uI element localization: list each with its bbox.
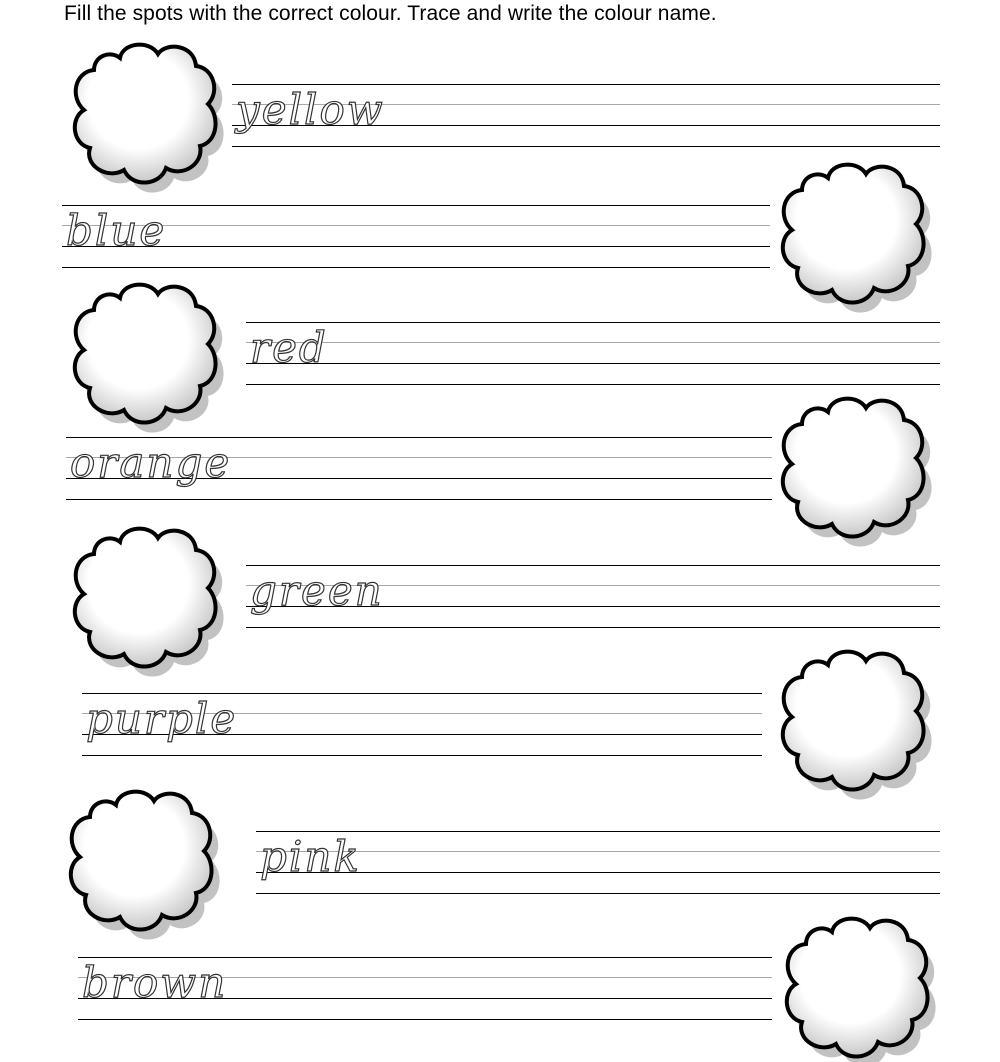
trace-word-green: green	[250, 566, 384, 615]
trace-word-pink: pink	[260, 832, 361, 881]
worksheet-instruction: Fill the spots with the correct colour. Trace and write the colour name.	[64, 2, 717, 25]
paint-spot-brown[interactable]	[780, 912, 940, 1062]
tracing-lines-blue[interactable]	[62, 205, 770, 269]
tracing-lines-pink[interactable]	[256, 831, 940, 895]
paint-spot-red[interactable]	[68, 278, 228, 428]
tracing-lines-red[interactable]	[246, 322, 940, 386]
trace-word-blue: blue	[66, 206, 167, 255]
paint-spot-green[interactable]	[68, 522, 228, 672]
paint-spot-pink[interactable]	[64, 785, 224, 935]
tracing-lines-yellow[interactable]	[232, 84, 940, 148]
tracing-lines-orange[interactable]	[66, 437, 772, 501]
paint-spot-purple[interactable]	[776, 645, 936, 795]
trace-word-purple: purple	[86, 694, 238, 743]
trace-word-yellow: yellow	[236, 85, 385, 134]
trace-word-brown: brown	[82, 958, 228, 1007]
paint-spot-blue[interactable]	[776, 158, 936, 308]
paint-spot-yellow[interactable]	[68, 38, 228, 188]
tracing-lines-purple[interactable]	[82, 693, 762, 757]
tracing-lines-brown[interactable]	[78, 957, 772, 1021]
trace-word-red: red	[250, 323, 328, 372]
paint-spot-orange[interactable]	[776, 392, 936, 542]
trace-word-orange: orange	[70, 438, 232, 487]
tracing-lines-green[interactable]	[246, 565, 940, 629]
